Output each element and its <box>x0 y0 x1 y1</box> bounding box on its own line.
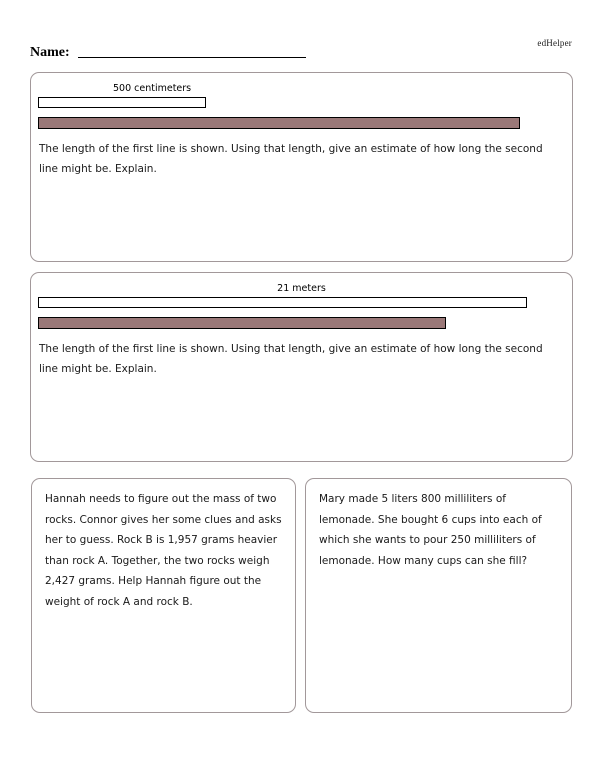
instructions-1: The length of the first line is shown. Using that length, give an estimate of how long the second line might be. Explain. <box>39 143 543 175</box>
measurement-problem-2 <box>30 272 573 462</box>
word-problem-2-text: Mary made 5 liters 800 milliliters of lemonade. She bought 6 cups into each of which she wants to pour 250 milliliters of lemonade. How many cups can she fill? <box>319 493 542 567</box>
word-problem-1 <box>31 478 296 713</box>
name-label: Name: <box>30 45 70 60</box>
instructions-2: The length of the first line is shown. Using that length, give an estimate of how long the second line might be. Explain. <box>39 343 543 375</box>
word-problem-1-text: Hannah needs to figure out the mass of two rocks. Connor gives her some clues and asks her to guess. Rock B is 1,957 grams heavier than rock A. Together, the two rocks weigh 2,427 grams. Help Hannah figure out the weight of rock A and rock B. <box>45 493 282 608</box>
name-field-row <box>30 46 306 60</box>
name-write-in-line[interactable] <box>78 57 306 58</box>
bar-label-2: 21 meters <box>277 283 326 294</box>
estimate-bar-2 <box>38 317 446 329</box>
word-problem-2 <box>305 478 572 713</box>
measurement-problem-1 <box>30 72 573 262</box>
reference-bar-2 <box>38 297 527 308</box>
reference-bar-1 <box>38 97 206 108</box>
estimate-bar-1 <box>38 117 520 129</box>
edhelper-logo: edHelper <box>537 38 572 48</box>
bar-label-1: 500 centimeters <box>113 83 192 94</box>
